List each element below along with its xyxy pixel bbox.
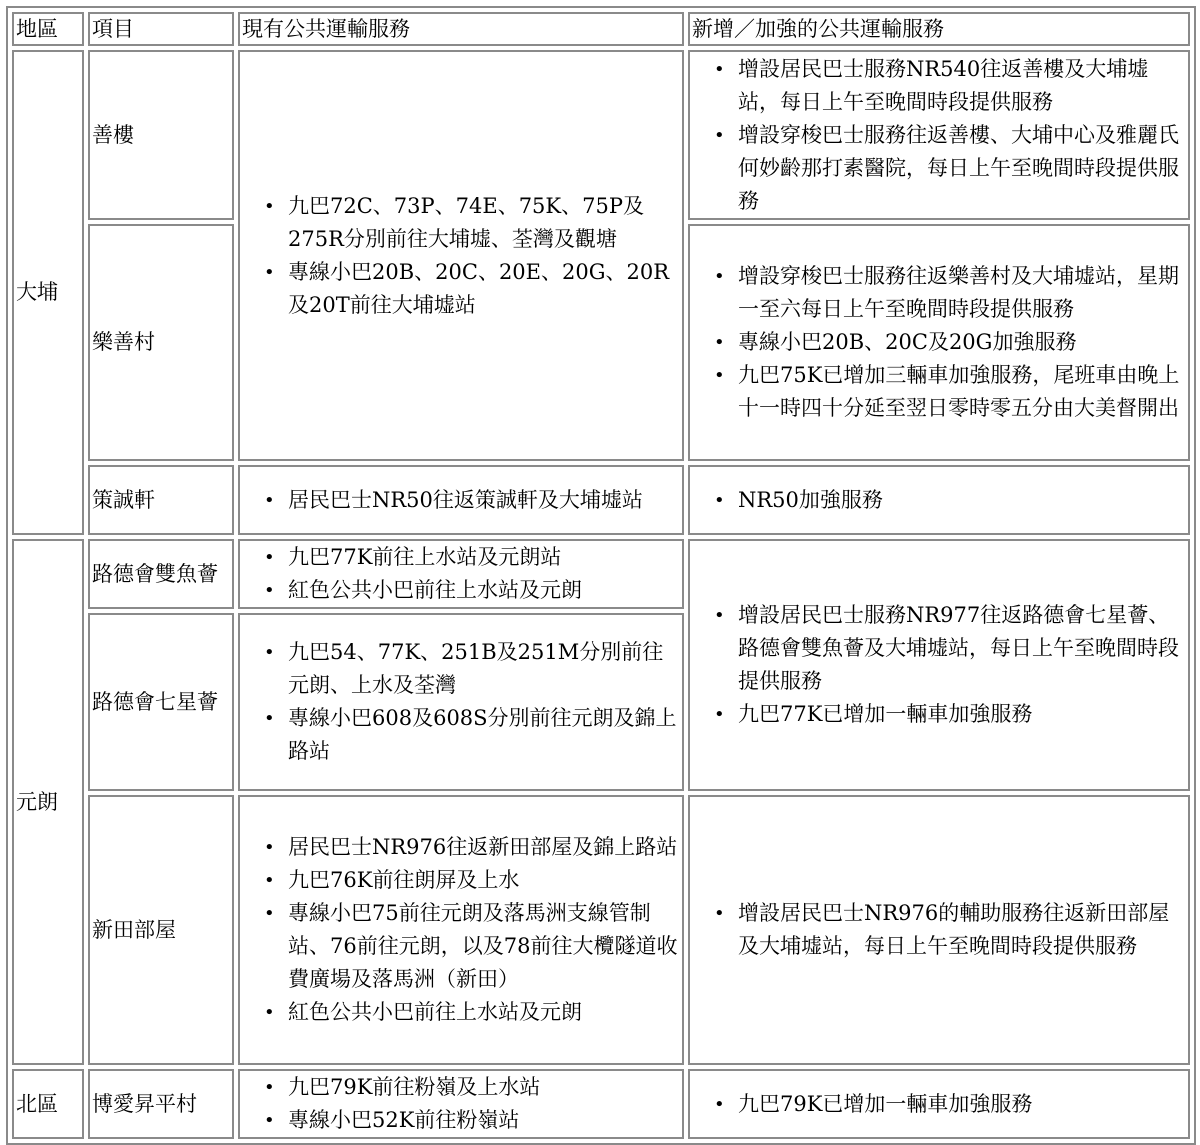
list-item: • 紅色公共小巴前往上水站及元朗 [288,574,680,607]
header-item: 項目 [88,12,234,46]
list-item: • 九巴79K已增加一輛車加強服務 [738,1088,1186,1121]
list-item: • 增設居民巴士NR976的輔助服務往返新田部屋及大埔墟站，每日上午至晚間時段提供服務 [738,897,1186,963]
new-services-list [692,260,1186,425]
new-services-cell [688,1069,1190,1139]
district-cell: 大埔 [12,50,84,535]
list-item: • 增設穿梭巴士服務往返善樓、大埔中心及雅麗氏何妙齡那打素醫院，每日上午至晚間時段提供服務 [738,119,1186,218]
district-cell: 元朗 [12,539,84,1065]
item-cell: 善樓 [88,50,234,220]
existing-services-cell [238,539,684,609]
existing-services-list [242,484,680,517]
list-item: • NR50加強服務 [738,484,1186,517]
list-item: • 專線小巴75前往元朗及落馬洲支線管制站、76前往元朗，以及78前往大欖隧道收費廣場及落馬洲（新田） [288,897,680,996]
existing-services-cell [238,613,684,791]
table-row [12,539,1190,609]
list-item: • 九巴54、77K、251B及251M分別前往元朗、上水及荃灣 [288,636,680,702]
new-services-cell [688,50,1190,220]
item-cell: 策誠軒 [88,465,234,535]
list-item: • 專線小巴20B、20C、20E、20G、20R及20T前往大埔墟站 [288,256,680,322]
table-row [12,795,1190,1065]
list-item: • 九巴79K前往粉嶺及上水站 [288,1071,680,1104]
new-services-cell [688,465,1190,535]
new-services-list [692,897,1186,963]
list-item: • 居民巴士NR50往返策誠軒及大埔墟站 [288,484,680,517]
new-services-cell [688,795,1190,1065]
new-services-cell [688,224,1190,461]
item-cell: 新田部屋 [88,795,234,1065]
header-existing-services: 現有公共運輸服務 [238,12,684,46]
existing-services-cell [238,1069,684,1139]
existing-services-list [242,541,680,607]
district-cell: 北區 [12,1069,84,1139]
new-services-list [692,53,1186,218]
existing-services-list [242,831,680,1029]
new-services-list [692,484,1186,517]
table-row [12,1069,1190,1139]
new-services-cell [688,539,1190,791]
list-item: • 專線小巴52K前往粉嶺站 [288,1104,680,1137]
list-item: • 增設居民巴士服務NR977往返路德會七星薈、路德會雙魚薈及大埔墟站，每日上午至晚間時段提供服務 [738,599,1186,698]
header-district: 地區 [12,12,84,46]
list-item: • 九巴75K已增加三輛車加強服務，尾班車由晚上十一時四十分延至翌日零時零五分由大美督開出 [738,359,1186,425]
list-item: • 增設穿梭巴士服務往返樂善村及大埔墟站，星期一至六每日上午至晚間時段提供服務 [738,260,1186,326]
list-item: • 九巴77K已增加一輛車加強服務 [738,698,1186,731]
existing-services-cell [238,795,684,1065]
list-item: • 居民巴士NR976往返新田部屋及錦上路站 [288,831,680,864]
table-row [12,465,1190,535]
new-services-list [692,1088,1186,1121]
list-item: • 九巴72C、73P、74E、75K、75P及275R分別前往大埔墟、荃灣及觀塘 [288,190,680,256]
transport-services-table [6,6,1196,1145]
list-item: • 九巴76K前往朗屏及上水 [288,864,680,897]
item-cell: 樂善村 [88,224,234,461]
existing-services-cell [238,50,684,461]
new-services-list [692,599,1186,731]
item-cell: 博愛昇平村 [88,1069,234,1139]
item-cell: 路德會雙魚薈 [88,539,234,609]
list-item: • 專線小巴20B、20C及20G加強服務 [738,326,1186,359]
item-cell: 路德會七星薈 [88,613,234,791]
existing-services-cell [238,465,684,535]
table-row [12,50,1190,220]
existing-services-list [242,1071,680,1137]
existing-services-list [242,190,680,322]
header-new-services: 新增／加強的公共運輸服務 [688,12,1190,46]
list-item: • 專線小巴608及608S分別前往元朗及錦上路站 [288,702,680,768]
list-item: • 九巴77K前往上水站及元朗站 [288,541,680,574]
table-header-row [12,12,1190,46]
list-item: • 增設居民巴士服務NR540往返善樓及大埔墟站，每日上午至晚間時段提供服務 [738,53,1186,119]
list-item: • 紅色公共小巴前往上水站及元朗 [288,996,680,1029]
existing-services-list [242,636,680,768]
